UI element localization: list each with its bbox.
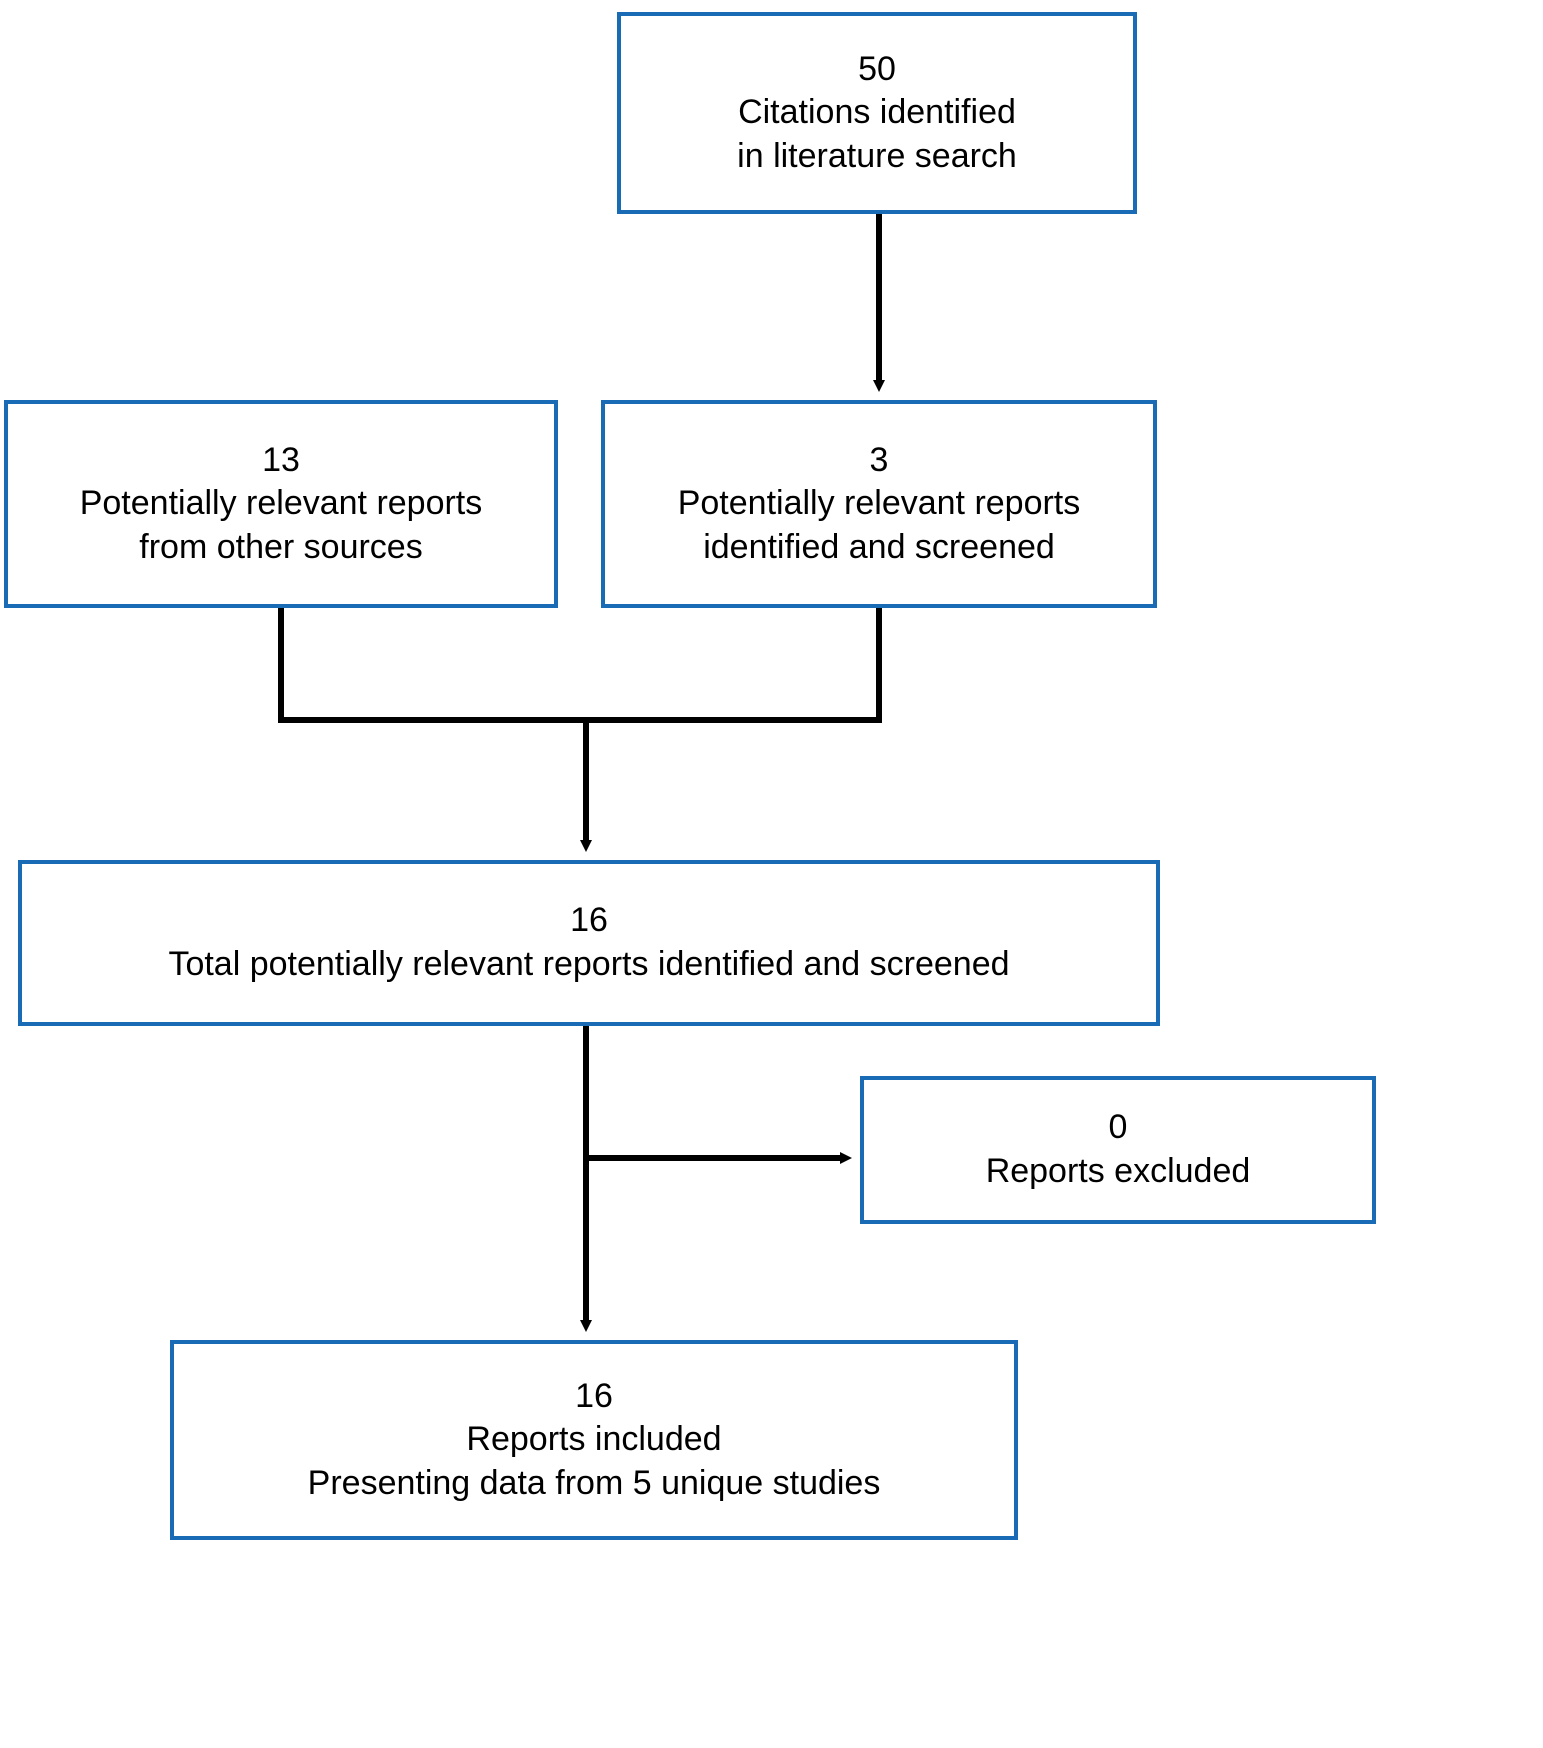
node-reports-excluded-count: 0 [1108, 1108, 1128, 1147]
node-other-sources-line-1: Potentially relevant reports [79, 484, 483, 523]
node-reports-included [170, 1340, 1018, 1540]
node-reports-excluded-line-1: Reports excluded [985, 1152, 1251, 1190]
node-screened-line-1: Potentially relevant reports [677, 484, 1081, 523]
node-other-sources-line-2: from other sources [139, 527, 423, 566]
node-reports-included-line-2: Presenting data from 5 unique studies [307, 1463, 881, 1502]
node-citations-identified [617, 12, 1137, 214]
node-citations-line-1: Citations identified [738, 93, 1016, 132]
node-total-screened [18, 860, 1160, 1026]
node-other-sources-count: 13 [262, 440, 300, 479]
node-screened [601, 400, 1157, 608]
node-screened-line-2: identified and screened [703, 527, 1055, 566]
node-reports-excluded [860, 1076, 1376, 1224]
node-reports-included-line-1: Reports included [466, 1420, 722, 1459]
node-total-screened-count: 16 [570, 901, 608, 940]
node-citations-count: 50 [858, 49, 896, 88]
node-reports-included-count: 16 [575, 1376, 613, 1415]
node-total-screened-line-1: Total potentially relevant reports identified and screened [168, 945, 1010, 983]
node-screened-count: 3 [869, 440, 889, 479]
node-citations-line-2: in literature search [737, 136, 1017, 175]
node-other-sources [4, 400, 558, 608]
